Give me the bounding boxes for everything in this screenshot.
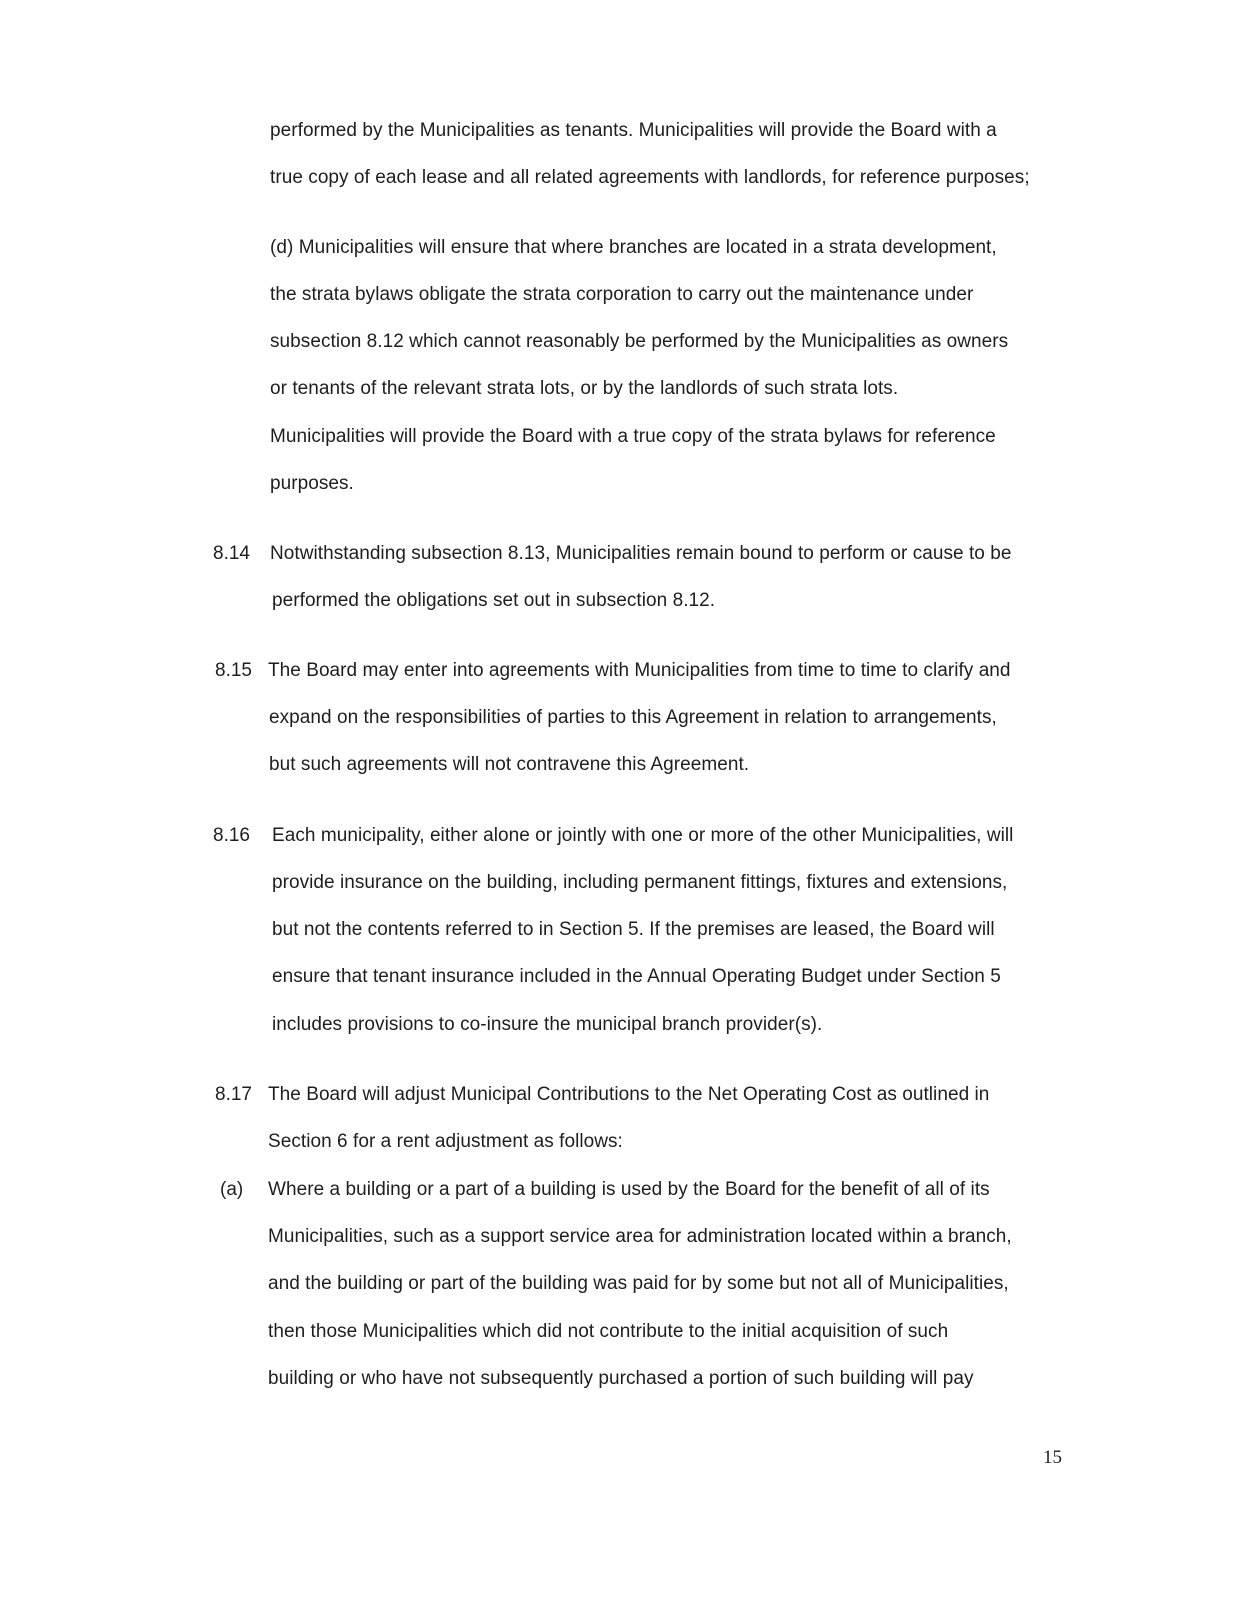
page-number: 15: [1043, 1447, 1062, 1468]
body-line: and the building or part of the building was paid for by some but not all of Municipalities,: [268, 1273, 1009, 1294]
body-line: or tenants of the relevant strata lots, or by the landlords of such strata lots.: [270, 378, 899, 399]
body-line: performed the obligations set out in subsection 8.12.: [272, 590, 716, 611]
section-number: 8.16: [213, 825, 250, 846]
body-line: Notwithstanding subsection 8.13, Municipalities remain bound to perform or cause to be: [270, 543, 1012, 564]
body-line: Section 6 for a rent adjustment as follows:: [268, 1131, 623, 1152]
body-line: includes provisions to co-insure the municipal branch provider(s).: [272, 1014, 823, 1035]
subsection-label: (a): [220, 1179, 244, 1200]
body-line: then those Municipalities which did not contribute to the initial acquisition of such: [268, 1321, 949, 1342]
body-line: (d) Municipalities will ensure that where branches are located in a strata development,: [270, 237, 997, 258]
body-line: building or who have not subsequently purchased a portion of such building will pay: [268, 1368, 974, 1389]
body-line: Municipalities will provide the Board with a true copy of the strata bylaws for reference: [270, 426, 996, 447]
body-line: provide insurance on the building, including permanent fittings, fixtures and extensions,: [272, 872, 1008, 893]
body-line: The Board will adjust Municipal Contributions to the Net Operating Cost as outlined in: [268, 1084, 990, 1105]
body-line: expand on the responsibilities of parties to this Agreement in relation to arrangements,: [269, 707, 997, 728]
body-line: but not the contents referred to in Section 5. If the premises are leased, the Board will: [272, 919, 995, 940]
section-number: 8.15: [215, 660, 252, 681]
body-line: subsection 8.12 which cannot reasonably be performed by the Municipalities as owners: [270, 331, 1009, 352]
section-number: 8.14: [213, 543, 250, 564]
body-line: Each municipality, either alone or jointly with one or more of the other Municipalities, will: [272, 825, 1014, 846]
section-number: 8.17: [215, 1084, 252, 1105]
body-line: purposes.: [270, 473, 354, 494]
body-line: the strata bylaws obligate the strata corporation to carry out the maintenance under: [270, 284, 974, 305]
body-line: ensure that tenant insurance included in the Annual Operating Budget under Section 5: [272, 966, 1001, 987]
body-line: Municipalities, such as a support service area for administration located within a branch,: [268, 1226, 1012, 1247]
body-line: true copy of each lease and all related agreements with landlords, for reference purposes;: [270, 167, 1030, 188]
body-line: Where a building or a part of a building is used by the Board for the benefit of all of its: [268, 1179, 990, 1200]
body-line: but such agreements will not contravene this Agreement.: [269, 754, 750, 775]
body-line: The Board may enter into agreements with Municipalities from time to time to clarify and: [268, 660, 1011, 681]
body-line: performed by the Municipalities as tenants. Municipalities will provide the Board with a: [270, 120, 997, 141]
